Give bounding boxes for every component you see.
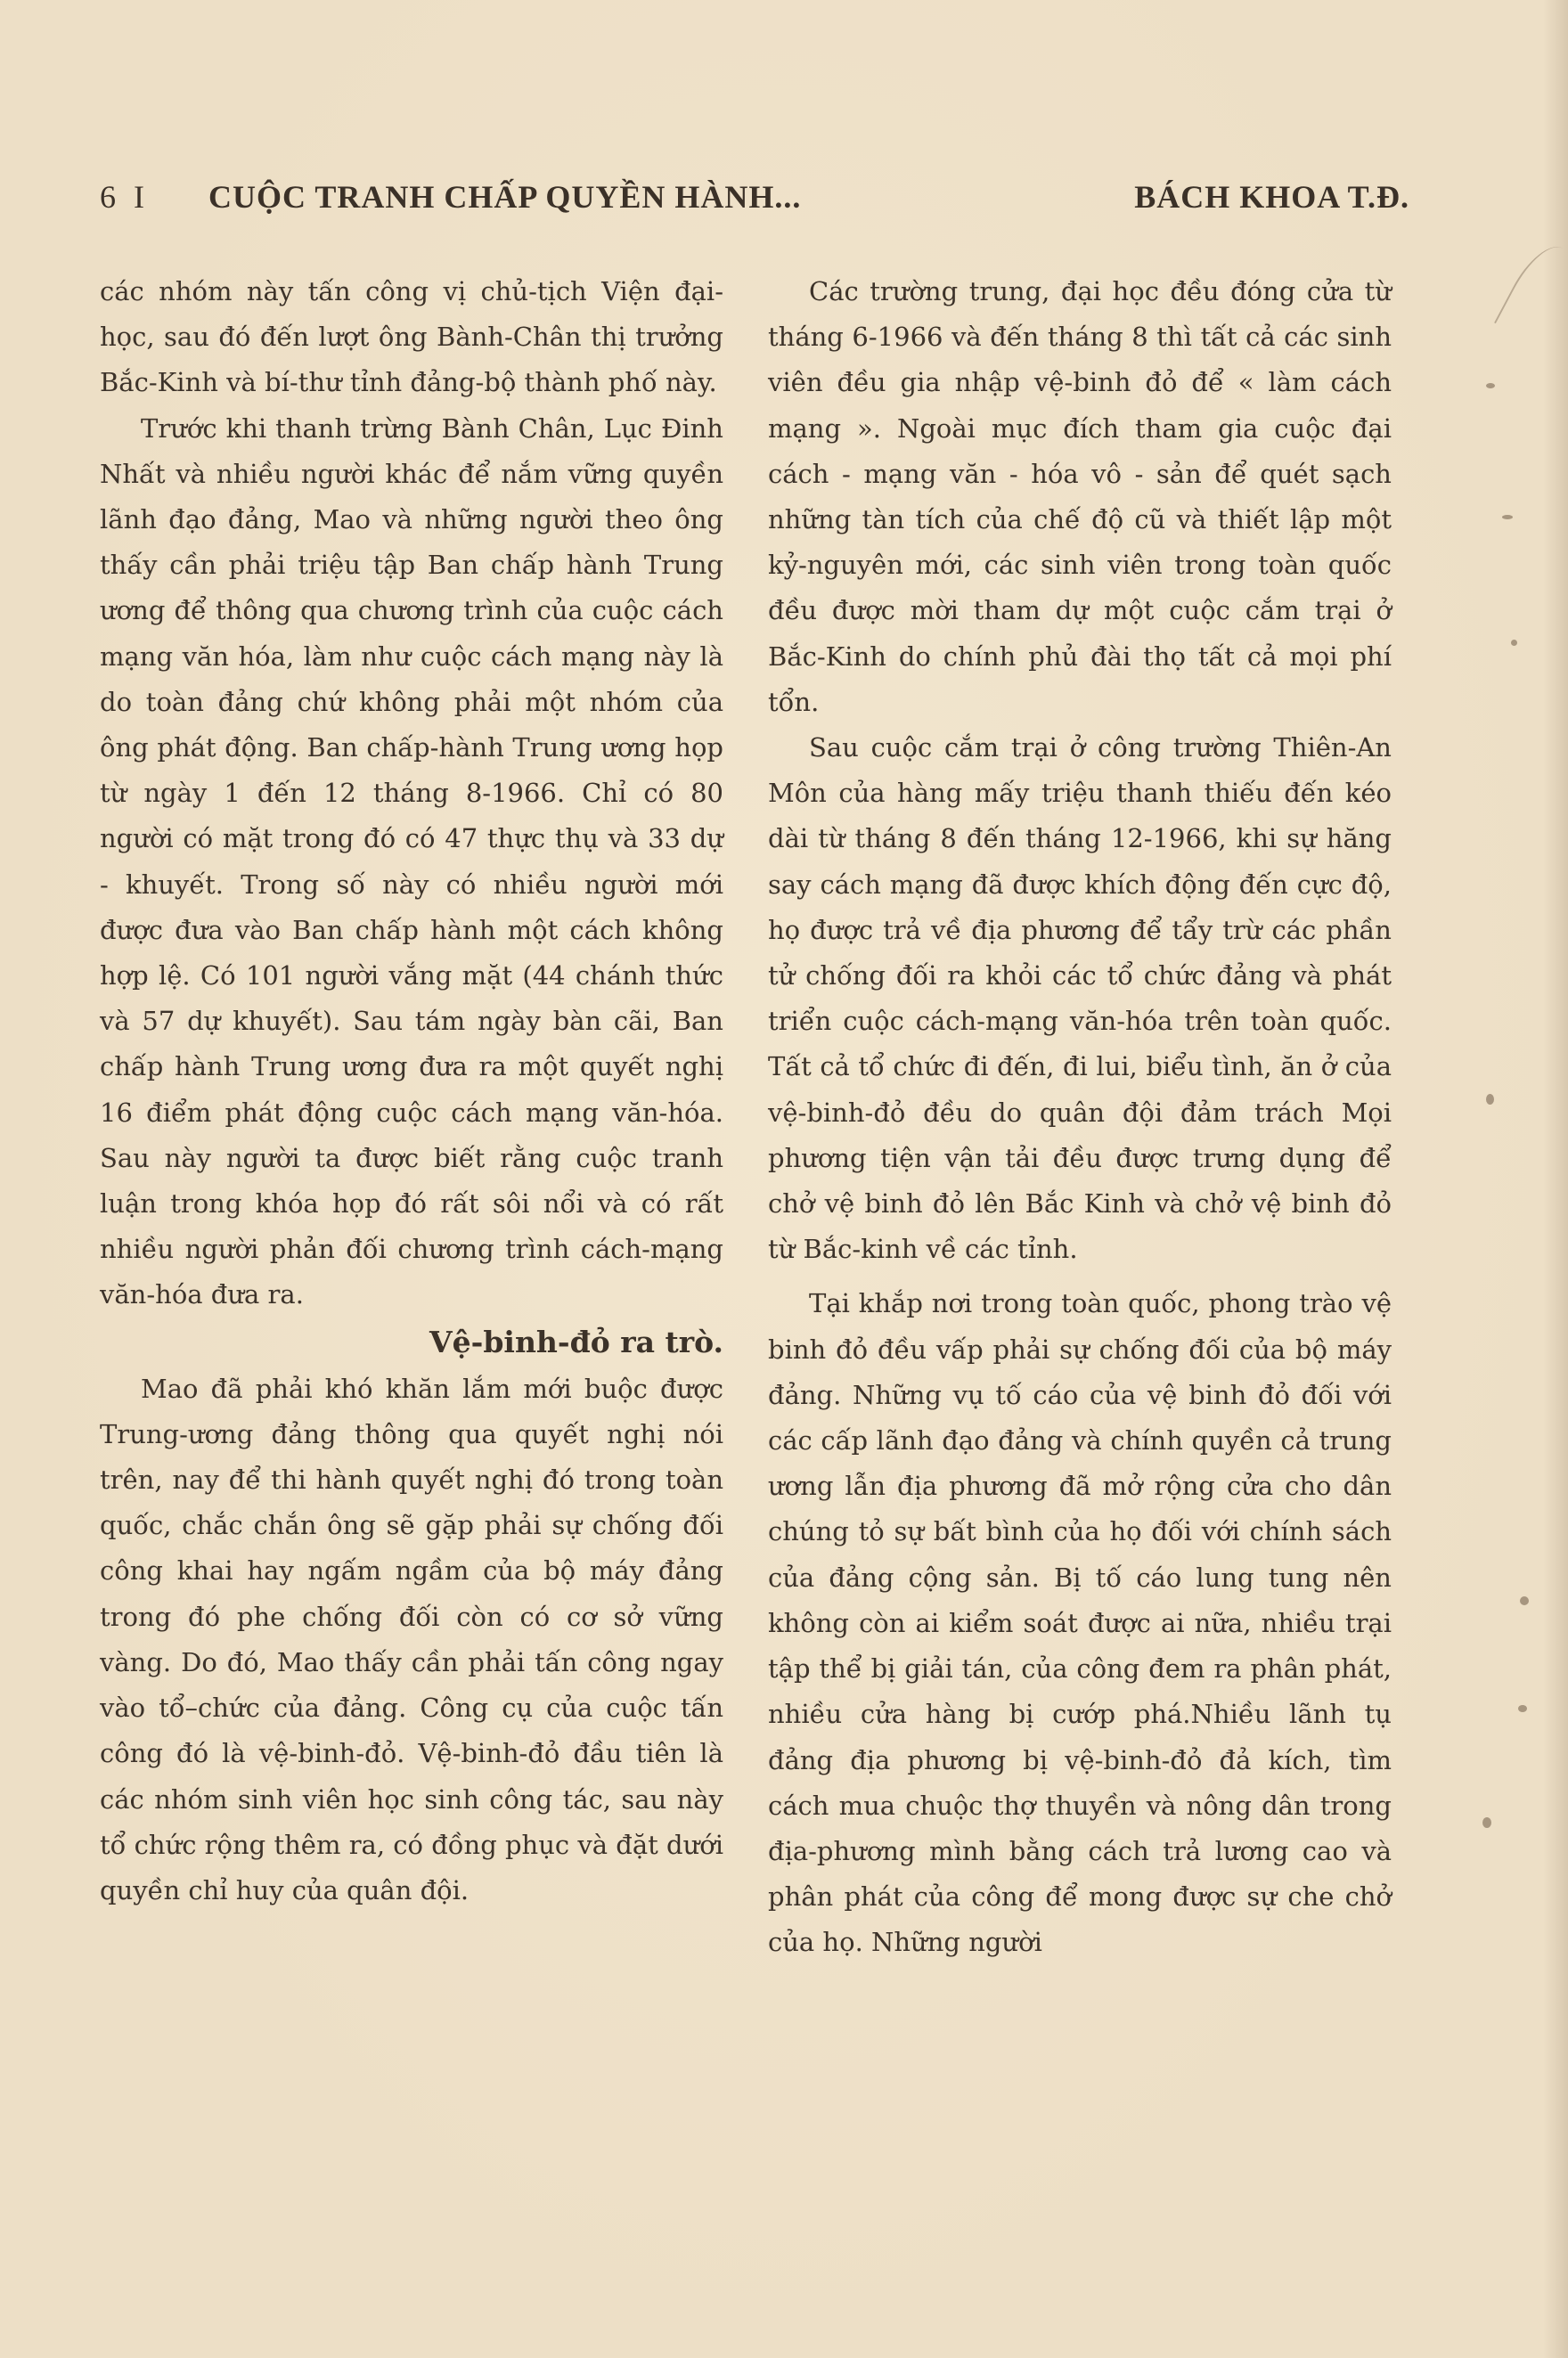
running-title: CUỘC TRANH CHẤP QUYỀN HÀNH... <box>208 179 802 215</box>
page-number: 6 <box>100 179 117 215</box>
right-paragraph-3: Tại khắp nơi trong toàn quốc, phong trào vệ binh đỏ đều vấp phải sự chống đối của bộ máy đảng. Những vụ tố cáo của vệ binh đỏ đối với các cấp lãnh đạo đảng và chính quyền cả trung ương lẫn địa phương đã mở rộng cửa cho dân chúng tỏ sự bất bình của họ đối với chính sách của đảng cộng sản. Bị tố cáo lung tung nên không còn ai kiểm soát được ai nữa, nhiều trại tập thể bị giải tán, của công đem ra phân phát, nhiều cửa hàng bị cướp phá.Nhiều lãnh tụ đảng địa phương bị vệ-binh-đỏ đả kích, tìm cách mua chuộc thợ thuyền và nông dân trong địa-phương mình bằng cách trả lương cao và phân phát của công để mong được sự che chở của họ. Những người <box>768 1288 1392 1958</box>
right-paragraph-2: Sau cuộc cắm trại ở công trường Thiên-An Môn của hàng mấy triệu thanh thiếu đến kéo dài từ tháng 8 đến tháng 12-1966, khi sự hăng say cách mạng đã được khích động đến cực độ, họ được trả về địa phương để tẩy trừ các phần tử chống đối ra khỏi các tổ chức đảng và phát triển cuộc cách-mạng văn-hóa trên toàn quốc. Tất cả tổ chức đi đến, đi lui, biểu tình, ăn ở của vệ-binh-đỏ đều do quân đội đảm trách Mọi phương tiện vận tải đều được trưng dụng để chở vệ binh đỏ lên Bắc Kinh và chở vệ binh đỏ từ Bắc-kinh về các tỉnh. <box>768 732 1392 1265</box>
header-separator: I <box>134 179 145 215</box>
right-paragraph-1: Các trường trung, đại học đều đóng cửa từ tháng 6-1966 và đến tháng 8 thì tất cả các sinh viên đều gia nhập vệ-binh đỏ để « làm cách mạng ». Ngoài mục đích tham gia cuộc đại cách - mạng văn - hóa vô - sản để quét sạch những tàn tích của chế độ cũ và thiết lập một kỷ-nguyên mới, các sinh viên trong toàn quốc đều được mời tham dự một cuộc cắm trại ở Bắc-Kinh do chính phủ đài thọ tất cả mọi phí tổn. <box>768 276 1392 717</box>
section-subheading: Vệ-binh-đỏ ra trò. <box>429 1324 723 1359</box>
margin-speck <box>1511 640 1517 646</box>
margin-speck <box>1520 1596 1529 1605</box>
left-paragraph-2: Trước khi thanh trừng Bành Chân, Lục Đinh Nhất và nhiều người khác để nắm vững quyền lãnh đạo đảng, Mao và những người theo ông thấy cần phải triệu tập Ban chấp hành Trung ương để thông qua chương trình của cuộc cách mạng văn hóa, làm như cuộc cách mạng này là do toàn đảng chứ không phải một nhóm của ông phát động. Ban chấp-hành Trung ương họp từ ngày 1 đến 12 tháng 8-1966. Chỉ có 80 người có mặt trong đó có 47 thực thụ và 33 dự - khuyết. Trong số này có nhiều người mới được đưa vào Ban chấp hành một cách không hợp lệ. Có 101 người vắng mặt (44 chánh thức và 57 dự khuyết). Sau tám ngày bàn cãi, Ban chấp hành Trung ương đưa ra một quyết nghị 16 điểm phát động cuộc cách mạng văn-hóa. Sau này người ta được biết rằng cuộc tranh luận trong khóa họp đó rất sôi nổi và có rất nhiều người phản đối chương trình cách-mạng văn-hóa đưa ra. <box>100 412 723 1310</box>
margin-speck <box>1486 383 1495 388</box>
left-paragraph-1: các nhóm này tấn công vị chủ-tịch Viện đại-học, sau đó đến lượt ông Bành-Chân thị trưởng Bắc-Kinh và bí-thư tỉnh đảng-bộ thành phố này. <box>100 276 723 398</box>
margin-speck <box>1502 515 1513 519</box>
journal-name: BÁCH KHOA T.Đ. <box>1134 179 1409 215</box>
left-column <box>100 269 723 1913</box>
left-paragraph-3: Mao đã phải khó khăn lắm mới buộc được Trung-ương đảng thông qua quyết nghị nói trên, nay để thi hành quyết nghị đó trong toàn quốc, chắc chắn ông sẽ gặp phải sự chống đối công khai hay ngấm ngầm của bộ máy đảng trong đó phe chống đối còn có cơ sở vững vàng. Do đó, Mao thấy cần phải tấn công ngay vào tổ–chức của đảng. Công cụ của cuộc tấn công đó là vệ-binh-đỏ. Vệ-binh-đỏ đầu tiên là các nhóm sinh viên học sinh công tác, sau này tổ chức rộng thêm ra, có đồng phục và đặt dưới quyền chỉ huy của quân đội. <box>100 1373 723 1905</box>
margin-speck <box>1518 1705 1527 1712</box>
page-edge-shadow <box>1543 0 1568 2358</box>
margin-speck <box>1482 1817 1491 1828</box>
running-header <box>100 178 1409 226</box>
right-column <box>768 269 1392 1966</box>
margin-speck <box>1486 1094 1494 1105</box>
